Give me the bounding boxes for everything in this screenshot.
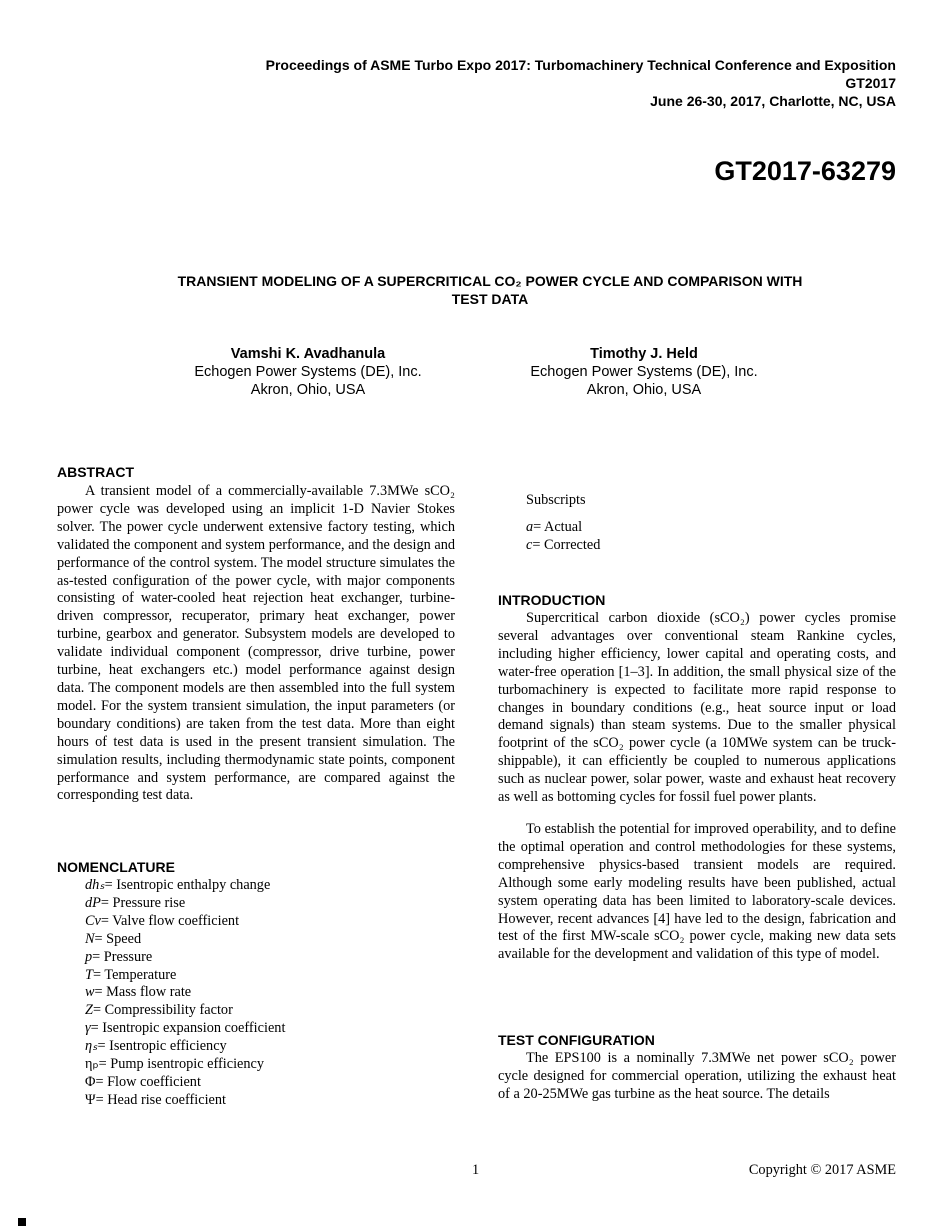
nomenclature-item: dP= Pressure rise xyxy=(85,894,186,911)
subscript-item: c= Corrected xyxy=(526,536,601,553)
nomenclature-item: Ψ= Head rise coefficient xyxy=(85,1091,227,1108)
page-number: 1 xyxy=(472,1162,480,1178)
paper-id: GT2017-63279 xyxy=(714,156,896,186)
nomenclature-item: dhₛ= Isentropic enthalpy change xyxy=(85,877,271,893)
nomenclature-item: γ= Isentropic expansion coefficient xyxy=(85,1020,286,1037)
title-line-1: TRANSIENT MODELING OF A SUPERCRITICAL CO₂ POWER CYCLE AND COMPARISON WITH xyxy=(177,273,803,289)
conference-name: Proceedings of ASME Turbo Expo 2017: Turbomachinery Technical Conference and Exposition xyxy=(265,57,896,73)
paper-title xyxy=(120,272,860,308)
author-name: Timothy J. Held xyxy=(590,346,698,362)
introduction-paragraph-1: Supercritical carbon dioxide (sCO₂) power cycles promise several advantages over conventional steam Rankine cycles, including higher efficiency, lower capital and operating costs, and water-free operation [1–3]. In addition, the small physical size of the turbomachinery is expected to facilitate more rapid response to changes in boundary conditions (e.g., heat source input or load demand signals) than steam systems. Due to the smaller physical footprint of the sCO₂ power cycle (a 10MWe system can be truck-shippable), it can efficiently be coupled to numerous applications such as nuclear power, solar power, waste and exhaust heat recovery as well as bottoming cycles for fossil fuel power plants. xyxy=(498,610,896,806)
author-name: Vamshi K. Avadhanula xyxy=(230,346,386,362)
introduction-paragraph-2: To establish the potential for improved operability, and to define the optimal operation and control methodologies for these systems, comprehensive physics-based transient models are required. Although some early modeling results have been published, actual system operating data has been limited to laboratory-scale devices. However, recent advances [4] have led to the design, fabrication and test of the first MW-scale sCO₂ power cycle, making new data sets available for the development and validation of this type of model. xyxy=(498,820,896,963)
nomenclature-item: p= Pressure xyxy=(85,948,153,965)
conference-code: GT2017 xyxy=(845,75,896,91)
nomenclature-item: Φ= Flow coefficient xyxy=(85,1073,201,1090)
nomenclature-heading: NOMENCLATURE xyxy=(57,859,175,875)
nomenclature-item: w= Mass flow rate xyxy=(85,984,192,1001)
abstract-text xyxy=(57,483,455,805)
nomenclature-item: T= Temperature xyxy=(85,966,177,983)
subscripts-list xyxy=(498,519,600,555)
copyright-notice: Copyright © 2017 ASME xyxy=(748,1162,896,1178)
subscripts-heading: Subscripts xyxy=(526,492,586,508)
nomenclature-item: N= Speed xyxy=(85,930,142,947)
conference-dates: June 26-30, 2017, Charlotte, NC, USA xyxy=(650,93,896,109)
author-block-2 xyxy=(464,345,824,399)
nomenclature-item: Z= Compressibility factor xyxy=(85,1002,233,1019)
introduction-heading: INTRODUCTION xyxy=(498,592,606,608)
title-line-2: TEST DATA xyxy=(451,291,529,307)
abstract-paragraph: A transient model of a commercially-available 7.3MWe sCO₂ power cycle was developed using an implicit 1-D Navier Stokes solver. The power cycle underwent extensive factory testing, which validated the component and system performance, and the design and performance of the control system. The model structure simulates the as-tested configuration of the power cycle, with major components consisting of water-cooled heat rejection heat exchanger, turbine-driven compressor, recuperator, primary heat exchanger, power turbine, gearbox and generator. Subsystem models are developed to validate individual component (compressor, drive turbine, power turbine, heat exchangers etc.) model performance against design data. The component models are then assembled into the full system model. For the system transient simulation, the input parameters (or boundary conditions) are taken from the test data. More than eight hours of test data is used in the present transient simulation. The simulation results, including thermodynamic state points, component performance and system performance, are compared against the corresponding test data. xyxy=(57,483,455,804)
introduction-text xyxy=(498,610,896,964)
subscript-item: a= Actual xyxy=(526,519,583,535)
test-configuration-paragraph: The EPS100 is a nominally 7.3MWe net power sCO₂ power cycle designed for commercial operation, utilizing the exhaust heat of a 20-25MWe gas turbine as the heat source. The details xyxy=(498,1050,896,1102)
test-configuration-text xyxy=(498,1050,896,1104)
author-affiliation: Echogen Power Systems (DE), Inc. xyxy=(530,364,758,380)
author-block-1 xyxy=(128,345,488,399)
corner-mark-icon xyxy=(18,1218,26,1226)
nomenclature-item: ηₛ= Isentropic efficiency xyxy=(85,1038,227,1055)
nomenclature-item: Cv= Valve flow coefficient xyxy=(85,912,240,929)
author-affiliation: Echogen Power Systems (DE), Inc. xyxy=(194,364,422,380)
author-location: Akron, Ohio, USA xyxy=(586,382,702,398)
nomenclature-item: ηₚ= Pump isentropic efficiency xyxy=(85,1056,265,1073)
abstract-heading: ABSTRACT xyxy=(57,464,134,480)
author-location: Akron, Ohio, USA xyxy=(250,382,366,398)
nomenclature-list xyxy=(57,877,455,1110)
test-configuration-heading: TEST CONFIGURATION xyxy=(498,1032,655,1048)
